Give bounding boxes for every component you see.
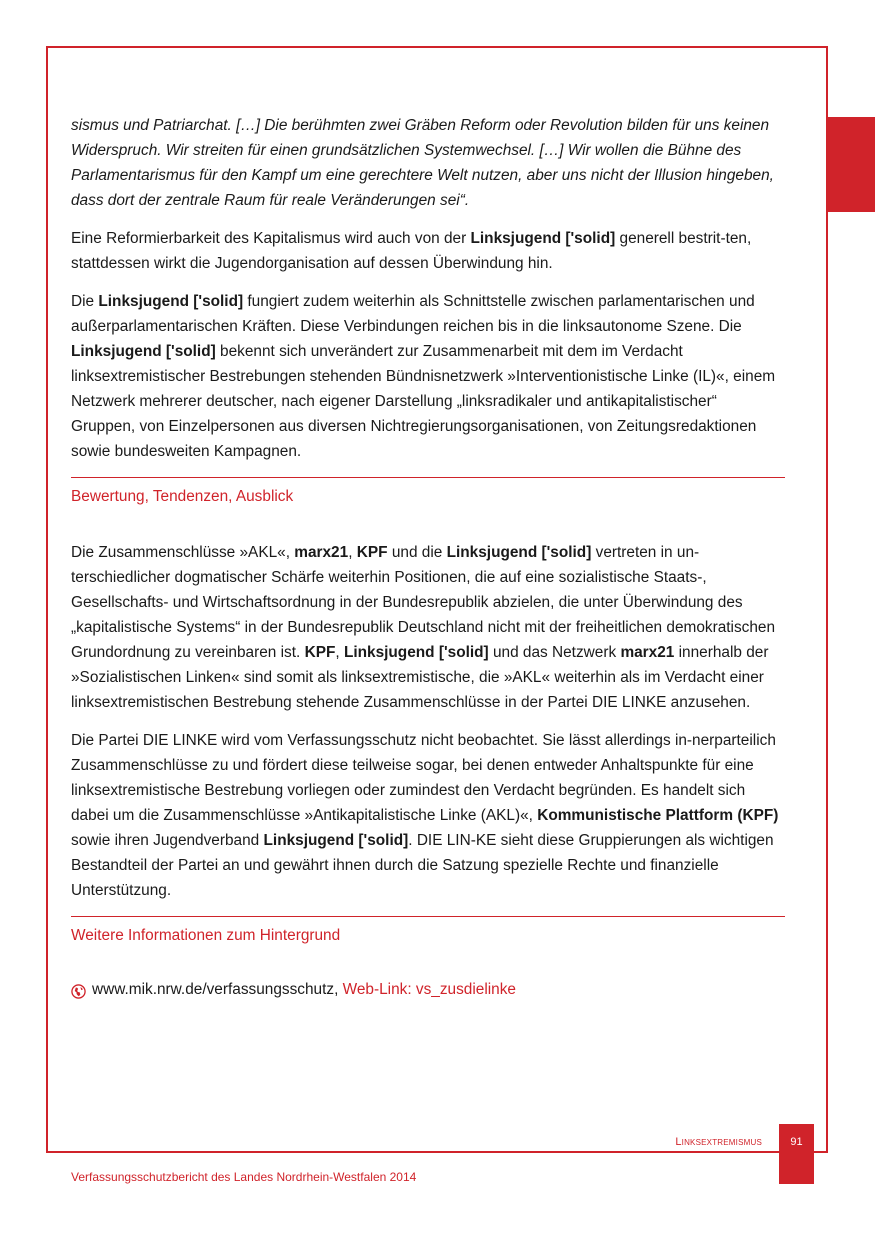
page-number: 91 [790, 1136, 803, 1148]
paragraph-2: Die Linksjugend ['solid] fungiert zudem weiterhin als Schnittstelle zwischen parlamentarischen und außerparlamentarischen Kräften. Diese Verbindungen reichen bis in die linksautonome Szene. Die Linksjugend ['solid] bekennt sich unverändert zur Zusammenarbeit mit dem im Verdacht linksextremistischer Bestrebungen stehenden Bündnisnetzwerk »Interventionistische Linke (IL)«, einem Netzwerk mehrerer deutscher, nach eigener Darstellung „linksradikaler und antikapitalistischer“ Gruppen, von Einzelpersonen aus diversen Nichtregierungsorganisationen, von Zeitungsredaktionen sowie bundesweiten Kampagnen. [71, 293, 776, 460]
web-link-line [71, 977, 785, 1002]
globe-icon [71, 982, 86, 997]
paragraph-3: Die Zusammenschlüsse »AKL«, marx21, KPF und die Linksjugend ['solid] vertreten in un-terschiedlicher dogmatischer Schärfe weiterhin Positionen, die auf eine sozialistische Staats-, Gesellschafts- und Wirtschaftsordnung in der Bundesrepublik abzielen, die unter Überwindung des „kapitalistische Systems“ in der Bundesrepublik Deutschland nicht mit der freiheitlichen demokratischen Grundordnung zu vereinbaren ist. KPF, Linksjugend ['solid] und das Netzwerk marx21 innerhalb der »Sozialistischen Linken« sind somit als linksextremistische, die »AKL« weiterhin als im Verdacht einer linksextremistischen Bestrebung stehende Zusammenschlüsse in der Partei DIE LINKE anzusehen. [71, 544, 776, 711]
section-heading-assessment: Bewertung, Tendenzen, Ausblick [71, 488, 294, 505]
paragraph-4: Die Partei DIE LINKE wird vom Verfassungsschutz nicht beobachtet. Sie lässt allerdings in-nerparteilich Zusammenschlüsse zu und fördert diese teilweise sogar, bei denen entweder Anhaltspunkte für eine linksextremistische Bestrebung vorliegen oder zumindest den Verdacht begründen. Es handelt sich dabei um die Zusammenschlüsse »Antikapitalistische Linke (AKL)«, Kommunistische Plattform (KPF) sowie ihren Jugendverband Linksjugend ['solid]. DIE LIN-KE sieht diese Gruppierungen als wichtigen Bestandteil der Partei an und gewährt ihnen durch die Satzung spezielle Rechte und finanzielle Unterstützung. [71, 732, 779, 899]
paragraph-1: Eine Reformierbarkeit des Kapitalismus wird auch von der Linksjugend ['solid] generell bestrit-ten, stattdessen wirkt die Jugendorganisation auf dessen Überwindung hin. [71, 230, 752, 272]
web-link-label[interactable]: Web-Link: vs_zusdielinke [342, 981, 516, 998]
quote-paragraph: sismus und Patriarchat. […] Die berühmten zwei Gräben Reform oder Revolution bilden für uns keinen Widerspruch. Wir streiten für einen grundsätzlichen Systemwechsel. […] Wir wollen die Bühne des Parlamentarismus für den Kampf um eine gerechtere Welt nutzen, aber uns nicht der Illusion hingeben, dass dort der zentrale Raum für reale Veränderungen sei“. [71, 117, 774, 209]
page-number-tab [779, 1124, 814, 1184]
running-title: Linksextremismus [675, 1136, 762, 1148]
section-heading-further-info: Weitere Informationen zum Hintergrund [71, 927, 341, 944]
chapter-side-tab [828, 117, 875, 212]
page-footer: Verfassungsschutzbericht des Landes Nordrhein-Westfalen 2014 [71, 1170, 417, 1184]
web-link-url[interactable]: www.mik.nrw.de/verfassungsschutz, [92, 981, 339, 998]
main-content [71, 113, 785, 1002]
